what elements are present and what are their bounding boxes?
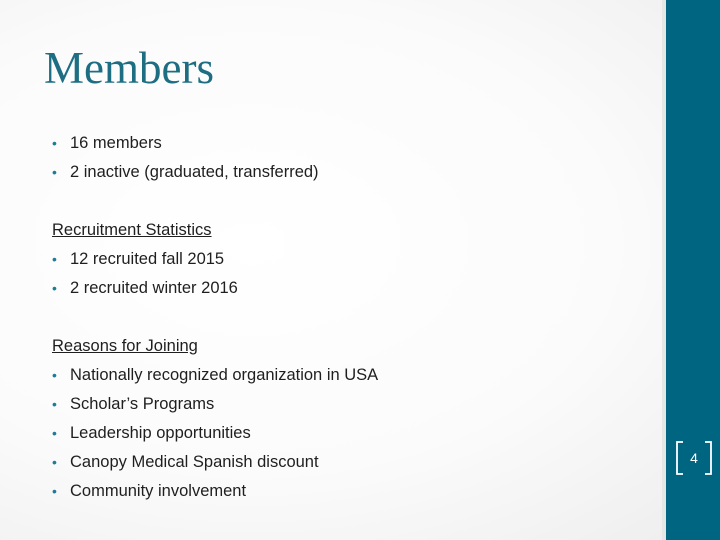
- list-item: [52, 419, 652, 448]
- list-item-text: Nationally recognized organization in USA: [70, 366, 379, 384]
- list-item-text: 2 inactive (graduated, transferred): [70, 163, 319, 181]
- slide-title: Members: [44, 43, 214, 93]
- spacer: [52, 187, 652, 216]
- list-item: [52, 274, 652, 303]
- list-item: [52, 390, 652, 419]
- list-item-text: Leadership opportunities: [70, 424, 251, 442]
- section-heading-recruitment: Recruitment Statistics: [52, 221, 212, 239]
- list-item: [52, 245, 652, 274]
- bullet-icon: •: [52, 454, 57, 470]
- section-heading-reasons: Reasons for Joining: [52, 337, 198, 355]
- list-item-text: 16 members: [70, 134, 162, 152]
- bullet-icon: •: [52, 396, 57, 412]
- list-item: [52, 158, 652, 187]
- page-number-badge: [674, 440, 714, 476]
- list-item-text: Community involvement: [70, 482, 247, 500]
- list-item-text: 2 recruited winter 2016: [70, 279, 238, 297]
- bullet-icon: •: [52, 135, 57, 151]
- page-number: 4: [690, 450, 698, 466]
- list-item: [52, 361, 652, 390]
- bullet-icon: •: [52, 483, 57, 499]
- list-item-text: Scholar’s Programs: [70, 395, 215, 413]
- list-item: [52, 477, 652, 506]
- list-item-text: Canopy Medical Spanish discount: [70, 453, 319, 471]
- bullet-icon: •: [52, 164, 57, 180]
- spacer: [52, 303, 652, 332]
- bullet-icon: •: [52, 367, 57, 383]
- list-item: [52, 129, 652, 158]
- bullet-icon: •: [52, 280, 57, 296]
- bullet-icon: •: [52, 251, 57, 267]
- slide-body: [52, 129, 652, 506]
- bullet-icon: •: [52, 425, 57, 441]
- list-item-text: 12 recruited fall 2015: [70, 250, 225, 268]
- list-item: [52, 448, 652, 477]
